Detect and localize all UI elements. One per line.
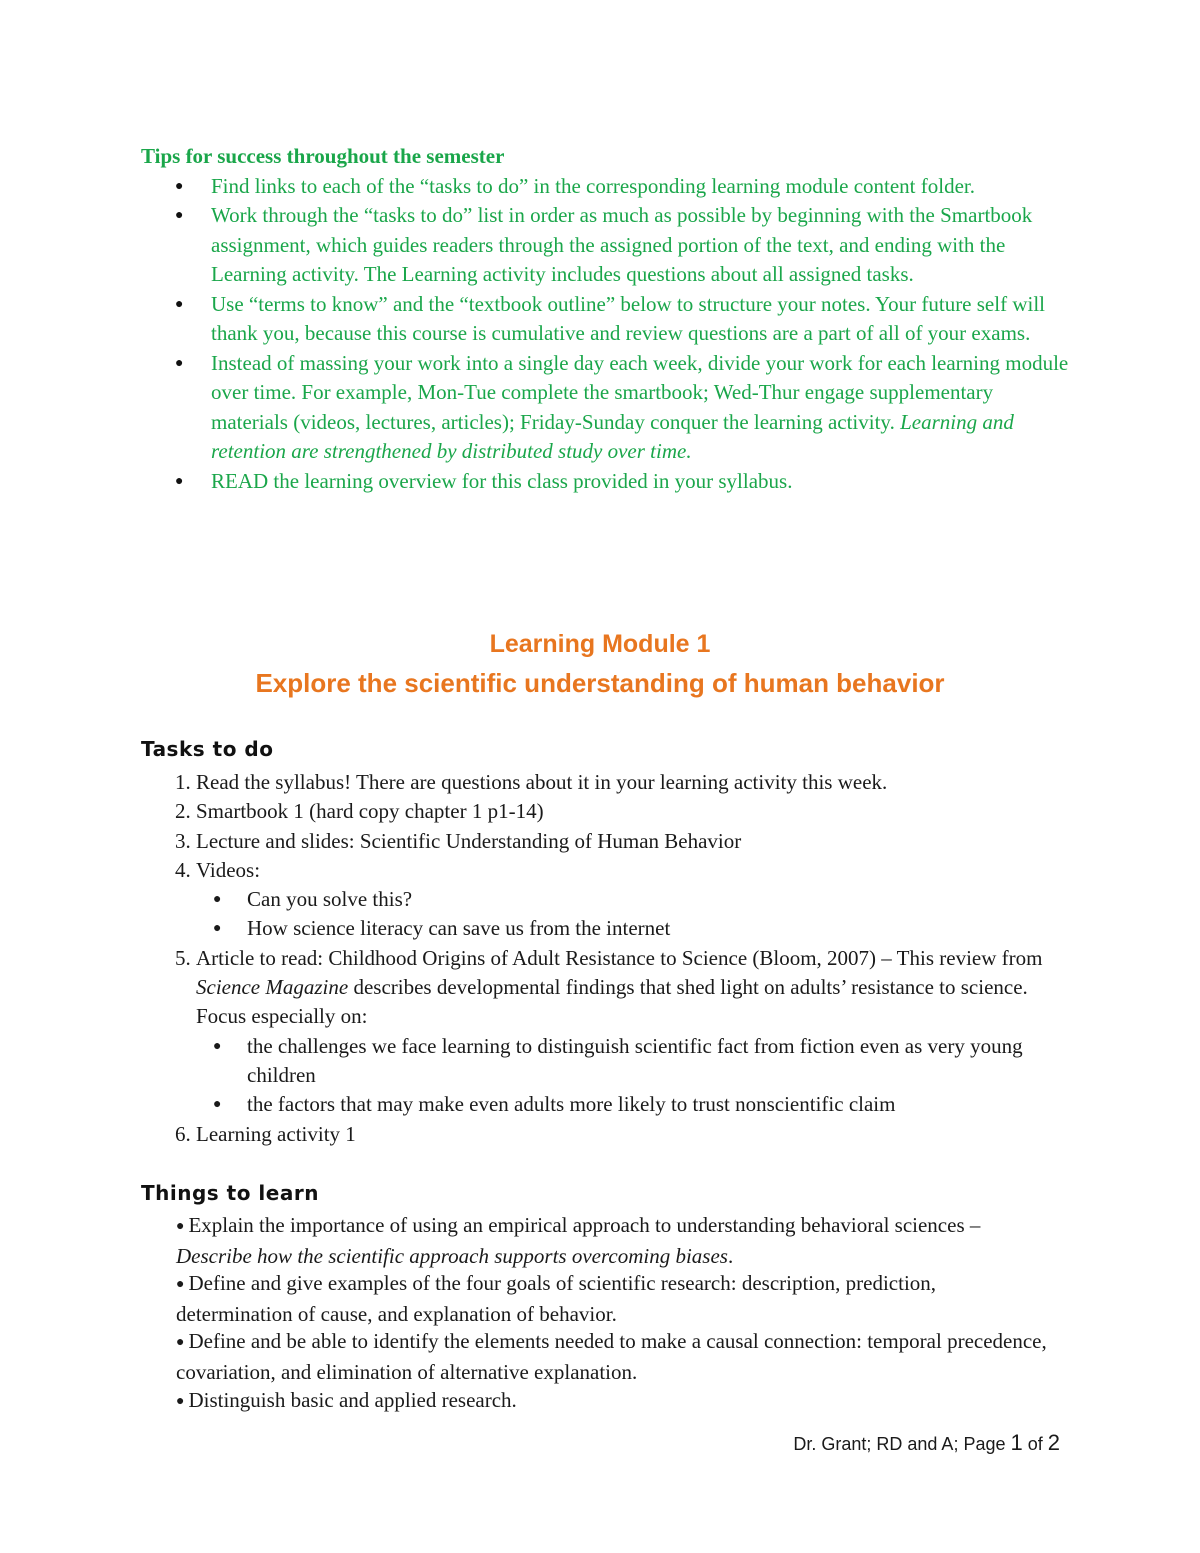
learn-item: ● Distinguish basic and applied research. bbox=[176, 1387, 517, 1412]
bullet-icon: ● bbox=[175, 178, 184, 194]
bullet-icon: ● bbox=[213, 1097, 222, 1113]
tasks-heading: Tasks to do bbox=[141, 737, 274, 761]
tip-item: ● Work through the “tasks to do” list in order as much as possible by beginning with the Smartbook assignment, which guides readers through the assigned portion of the text, and ending with the Learning activity. The Learning activity includes questions about all assigned tasks. bbox=[175, 203, 1033, 286]
task-subitem: ● the factors that may make even adults more likely to trust nonscientific claim bbox=[141, 1090, 1071, 1119]
page-footer: Dr. Grant; RD and A; Page 1 of 2 bbox=[793, 1430, 1060, 1455]
learn-item: ● Define and give examples of the four goals of scientific research: description, prediction, determination of cause, and explanation of behavior. bbox=[176, 1271, 937, 1326]
bullet-icon: ● bbox=[176, 1277, 185, 1293]
bullet-icon: ● bbox=[213, 892, 222, 908]
tip-item: ● Find links to each of the “tasks to do” in the corresponding learning module content folder. bbox=[141, 172, 1071, 202]
page-number: 1 bbox=[1010, 1430, 1023, 1455]
bullet-icon: ● bbox=[175, 473, 184, 489]
tasks-list bbox=[141, 768, 1071, 1149]
tip-emphasis: Learning and retention are strengthened by distributed study over time. bbox=[211, 409, 1014, 463]
bullet-icon: ● bbox=[176, 1335, 185, 1351]
learn-heading: Things to learn bbox=[141, 1181, 319, 1205]
task-subitem: ● How science literacy can save us from the internet bbox=[141, 914, 1071, 943]
task-item: 6. Learning activity 1 bbox=[175, 1121, 356, 1146]
task-item: 1. Read the syllabus! There are questions about it in your learning activity this week. bbox=[175, 770, 888, 794]
bullet-icon: ● bbox=[175, 355, 184, 371]
bullet-icon: ● bbox=[213, 1038, 222, 1054]
bullet-icon: ● bbox=[176, 1393, 185, 1409]
tip-item: ● Instead of massing your work into a single day each week, divide your work for each learning module over time. For example, Mon-Tue complete the smartbook; Wed-Thur engage supplementary materials (videos, lectures, articles); Friday-Sunday conquer the learning activity. Learning and retention are strengthened by distributed study over time. bbox=[175, 350, 1069, 463]
tips-title: Tips for success throughout the semester bbox=[141, 144, 505, 168]
task-subitem: ● the challenges we face learning to distinguish scientific fact from fiction even as very young children bbox=[213, 1033, 1023, 1087]
module-subtitle: Explore the scientific understanding of human behavior bbox=[255, 668, 945, 698]
bullet-icon: ● bbox=[176, 1219, 185, 1234]
tip-item: ● Use “terms to know” and the “textbook outline” below to structure your notes. Your future self will thank you, because this course is cumulative and review questions are a part of all of your exams. bbox=[175, 291, 1045, 345]
bullet-icon: ● bbox=[213, 921, 222, 937]
learn-item: ● Define and be able to identify the elements needed to make a causal connection: temporal precedence, covariation, and elimination of alternative explanation. bbox=[176, 1329, 1047, 1384]
task-item: 5. Article to read: Childhood Origins of Adult Resistance to Science (Bloom, 2007) – This review from Science Magazine describes developmental findings that shed light on adults’ resistance to science. Focus especially on: bbox=[175, 945, 1043, 1029]
module-title: Learning Module 1 bbox=[489, 630, 711, 658]
page-total: 2 bbox=[1047, 1430, 1060, 1455]
task-item: 3. Lecture and slides: Scientific Understanding of Human Behavior bbox=[175, 828, 742, 853]
task-item: 4. Videos: bbox=[175, 857, 261, 882]
bullet-icon: ● bbox=[175, 208, 184, 223]
bullet-icon: ● bbox=[175, 296, 184, 312]
tips-list bbox=[141, 172, 1071, 497]
learn-list bbox=[176, 1212, 1056, 1417]
learn-item: ● Explain the importance of using an empirical approach to understanding behavioral sciences – Describe how the scientific approach supports overcoming biases. bbox=[176, 1213, 981, 1268]
task-subitem: ● Can you solve this? bbox=[141, 885, 1071, 914]
tip-item: ● READ the learning overview for this class provided in your syllabus. bbox=[141, 467, 1071, 497]
tips-section bbox=[141, 142, 1071, 496]
task-item: 2. Smartbook 1 (hard copy chapter 1 p1-14) bbox=[175, 799, 544, 824]
